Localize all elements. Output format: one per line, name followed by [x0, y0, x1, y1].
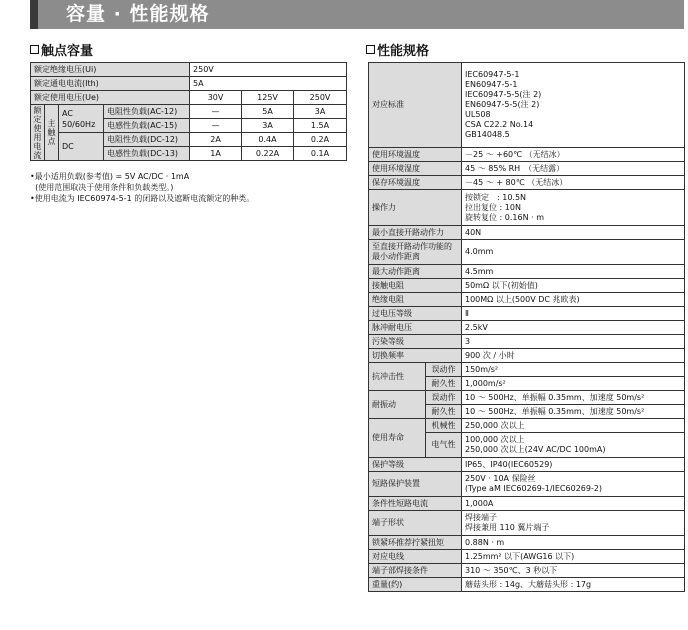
table-row: [369, 419, 685, 433]
table-row: [369, 536, 685, 550]
table-row: [369, 63, 685, 148]
min-distance-label: 至直接开路动作功能的最小动作距离: [369, 240, 462, 265]
table-row: [369, 176, 685, 190]
load-type: 电感性负载(DC-13): [104, 147, 190, 161]
shock-durability-label: 耐久性: [426, 377, 462, 391]
table-row: [369, 240, 685, 265]
banner-title: 容量 · 性能规格: [66, 3, 210, 25]
min-force-label: 最小直接开路动作力: [369, 226, 462, 240]
current-value: 3A: [242, 119, 294, 133]
contact-capacity-table: [30, 62, 347, 161]
life-electrical-value: 100,000 次以上 250,000 次以上(24V AC/DC 100mA): [462, 433, 685, 458]
current-value: 2A: [190, 133, 242, 147]
temp-use-value: －25 ～ +60℃ （无结冰）: [462, 148, 685, 162]
current-value: 3A: [294, 105, 347, 119]
square-bullet-icon: [30, 45, 39, 54]
table-row: [369, 226, 685, 240]
table-row: [369, 497, 685, 511]
note-line: •最小适用负载(参考值) = 5V AC/DC · 1mA: [30, 172, 190, 181]
vibration-durability-value: 10 ～ 500Hz、单振幅 0.35mm、加速度 50m/s²: [462, 405, 685, 419]
rated-current-label: 额定通电电流(Ith): [31, 77, 190, 91]
solder-label: 端子部焊接条件: [369, 564, 462, 578]
voltage-125v: 125V: [242, 91, 294, 105]
table-row: [31, 105, 347, 119]
temp-store-value: －45 ～ + 80℃ （无结冰）: [462, 176, 685, 190]
max-travel-value: 4.5mm: [462, 265, 685, 279]
shock-durability-value: 1,000m/s²: [462, 377, 685, 391]
short-protection-value: 250V · 10A 保险丝 (Type aM IEC60269-1/IEC60269-2): [462, 472, 685, 497]
current-value: 0.4A: [242, 133, 294, 147]
overvoltage-value: Ⅱ: [462, 307, 685, 321]
table-row: [369, 472, 685, 497]
current-value: 1A: [190, 147, 242, 161]
insulation-resistance-value: 100MΩ 以上(500V DC 兆欧表): [462, 293, 685, 307]
impulse-voltage-label: 脉冲耐电压: [369, 321, 462, 335]
terminal-label: 端子形状: [369, 511, 462, 536]
pollution-value: 3: [462, 335, 685, 349]
table-row: [369, 279, 685, 293]
current-value: 0.2A: [294, 133, 347, 147]
performance-table: [368, 62, 685, 592]
table-row: [369, 307, 685, 321]
vibration-durability-label: 耐久性: [426, 405, 462, 419]
table-row: [31, 133, 347, 147]
temp-use-label: 使用环境温度: [369, 148, 462, 162]
square-bullet-icon: [366, 45, 375, 54]
conditional-short-value: 1,000A: [462, 497, 685, 511]
life-mechanical-label: 机械性: [426, 419, 462, 433]
table-row: [369, 458, 685, 472]
voltage-30v: 30V: [190, 91, 242, 105]
table-row: [31, 91, 347, 105]
table-row: [369, 293, 685, 307]
vibration-malfunction-label: 误动作: [426, 391, 462, 405]
current-value: 1.5A: [294, 119, 347, 133]
humidity-label: 使用环境湿度: [369, 162, 462, 176]
table-row: [369, 190, 685, 226]
section-banner: [30, 0, 684, 29]
torque-label: 锁紧环推荐拧紧扭矩: [369, 536, 462, 550]
load-type: 电阻性负载(AC-12): [104, 105, 190, 119]
rated-voltage-label: 额定使用电压(Ue): [31, 91, 190, 105]
insulation-resistance-label: 绝缘电阻: [369, 293, 462, 307]
protection-label: 保护等级: [369, 458, 462, 472]
force-label: 操作力: [369, 190, 462, 226]
table-row: [369, 335, 685, 349]
conditional-short-label: 条件性短路电流: [369, 497, 462, 511]
contact-capacity-title: 触点容量: [30, 44, 93, 60]
switching-label: 切换频率: [369, 349, 462, 363]
current-value: —: [190, 119, 242, 133]
pollution-label: 污染等级: [369, 335, 462, 349]
table-row: [369, 265, 685, 279]
torque-value: 0.88N · m: [462, 536, 685, 550]
weight-label: 重量(约): [369, 578, 462, 592]
table-row: [369, 578, 685, 592]
table-row: [369, 564, 685, 578]
current-value: 0.22A: [242, 147, 294, 161]
weight-value: 蘑菇头形 : 14g、大蘑菇头形 : 17g: [462, 578, 685, 592]
wire-label: 对应电线: [369, 550, 462, 564]
temp-store-label: 保存环境温度: [369, 176, 462, 190]
contact-resistance-label: 接触电阻: [369, 279, 462, 293]
force-value: 按锁定 : 10.5N 拉出复位 : 10N 旋转复位 : 0.16N · m: [462, 190, 685, 226]
insulation-voltage-label: 额定绝缘电压(Ui): [31, 63, 190, 77]
table-row: [369, 511, 685, 536]
rated-current-value: 5A: [190, 77, 347, 91]
life-mechanical-value: 250,000 次以上: [462, 419, 685, 433]
min-force-value: 40N: [462, 226, 685, 240]
table-row: [31, 63, 347, 77]
voltage-250v: 250V: [294, 91, 347, 105]
table-row: [369, 349, 685, 363]
shock-label: 抗冲击性: [369, 363, 426, 391]
table-row: [31, 77, 347, 91]
current-value: 5A: [242, 105, 294, 119]
standards-value: IEC60947-5-1 EN60947-5-1 IEC60947-5-5(注 2) EN60947-5-5(注 2) UL508 CSA C22.2 No.14 GB14048.5: [462, 63, 685, 148]
solder-value: 310 ～ 350℃、3 秒以下: [462, 564, 685, 578]
ac-label: AC 50/60Hz: [59, 105, 104, 133]
main-contact-label: 主触点: [45, 105, 59, 161]
banner-accent: [30, 0, 38, 29]
vibration-malfunction-value: 10 ～ 500Hz、单振幅 0.35mm、加速度 50m/s²: [462, 391, 685, 405]
table-row: [369, 391, 685, 405]
table-row: [369, 363, 685, 377]
wire-value: 1.25mm² 以下(AWG16 以下): [462, 550, 685, 564]
min-distance-value: 4.0mm: [462, 240, 685, 265]
performance-title: 性能规格: [366, 44, 429, 60]
max-travel-label: 最大动作距离: [369, 265, 462, 279]
insulation-voltage-value: 250V: [190, 63, 347, 77]
table-row: [369, 148, 685, 162]
vibration-label: 耐振动: [369, 391, 426, 419]
contact-resistance-value: 50mΩ 以下(初始值): [462, 279, 685, 293]
standards-label: 对应标准: [369, 63, 462, 148]
dc-label: DC: [59, 133, 104, 161]
short-protection-label: 短路保护装置: [369, 472, 462, 497]
humidity-value: 45 ～ 85% RH （无结露）: [462, 162, 685, 176]
overvoltage-label: 过电压等级: [369, 307, 462, 321]
rated-use-current-label: 额定使用电流: [31, 105, 45, 161]
table-row: [369, 550, 685, 564]
load-type: 电阻性负载(DC-12): [104, 133, 190, 147]
current-value: —: [190, 105, 242, 119]
switching-value: 900 次 / 小时: [462, 349, 685, 363]
protection-value: IP65、IP40(IEC60529): [462, 458, 685, 472]
load-type: 电感性负载(AC-15): [104, 119, 190, 133]
note-line: (使用范围取决于使用条件和负载类型。): [30, 183, 174, 192]
contact-capacity-notes: [30, 171, 350, 204]
table-row: [369, 321, 685, 335]
shock-malfunction-value: 150m/s²: [462, 363, 685, 377]
shock-malfunction-label: 误动作: [426, 363, 462, 377]
terminal-value: 焊接端子 焊接兼用 110 翼片端子: [462, 511, 685, 536]
impulse-voltage-value: 2.5kV: [462, 321, 685, 335]
life-electrical-label: 电气性: [426, 433, 462, 458]
note-line: •使用电流为 IEC60974-5-1 的闭路以及遮断电流额定的种类。: [30, 194, 255, 203]
life-label: 使用寿命: [369, 419, 426, 458]
table-row: [369, 162, 685, 176]
current-value: 0.1A: [294, 147, 347, 161]
